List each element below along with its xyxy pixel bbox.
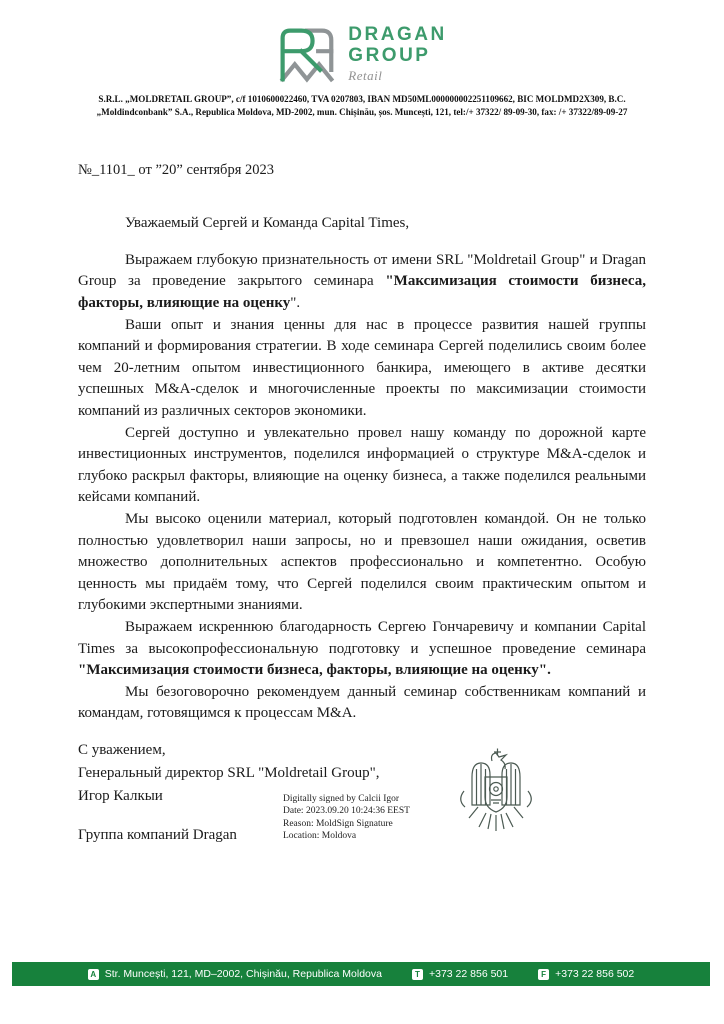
company-requisites-line2: „Moldindconbank” S.A., Republica Moldova, MD-2002, mun. Chișinău, șos. Muncești, 121, tel:/+ 37322/ 89-09-30, fax: /+ 37322/89-09-27: [96, 107, 628, 118]
company-requisites-line1: S.R.L. „MOLDRETAIL GROUP”, c/f 1010600022460, TVA 0207803, IBAN MD50ML000000002251109662, BIC MOLDMD2X309, B.C.: [98, 93, 626, 104]
digital-signature-note: [283, 793, 410, 842]
footer-fax-text: +373 22 856 502: [555, 968, 635, 980]
closing-company-line: Группа компаний Dragan: [78, 826, 237, 843]
fax-icon: F: [538, 969, 549, 980]
location-icon: A: [88, 969, 99, 980]
paragraph: [78, 423, 646, 509]
digital-signature-line: Reason: MoldSign Signature: [283, 818, 393, 829]
footer-address: [88, 968, 382, 980]
moldova-coat-of-arms-icon: [450, 745, 542, 853]
paragraph: [78, 250, 646, 315]
closing-block: [78, 739, 646, 869]
footer-address-text: Str. Muncești, 121, MD–2002, Chișinău, Republica Moldova: [104, 968, 382, 980]
paragraph-run: ".: [290, 295, 301, 311]
dragan-group-monogram-icon: [277, 25, 335, 83]
salutation: Уважаемый Сергей и Команда Capital Times,: [125, 214, 410, 231]
logo-name-line2: GROUP: [348, 45, 431, 67]
paragraph-run: Сергей доступно и увлекательно провел нашу команду по дорожной карте инвестиционных инструментов, поделился информацией о структуре M&A-сделок и глубоко раскрыл факторы, влияющие на оценку бизнеса, а также поделился реальными кейсами компаний.: [78, 424, 646, 506]
closing-regards: С уважением,: [78, 741, 166, 758]
paragraph-run: Выражаем искреннюю благодарность Сергею Гончаревичу и компании Capital Times за высокопрофессиональную подготовку и успешное проведение семинара: [78, 618, 646, 657]
logo-text: [348, 24, 446, 84]
paragraph-run: Ваши опыт и знания ценны для нас в процессе развития нашей группы компаний и формирования стратегии. В ходе семинара Сергей поделились своим более чем 20-летним опытом инвестиционного банкира, имеющего в активе десятки успешных M&A-сделок и многочисленные проекты по максимизации стоимости компаний из различных секторов экономики.: [78, 316, 646, 419]
logo-name-line1: DRAGAN: [348, 24, 447, 45]
footer-phone-text: +373 22 856 501: [428, 968, 509, 980]
paragraph-run: "Максимизация стоимости бизнеса, факторы, влияющие на оценку".: [78, 662, 551, 679]
paragraph-run: Мы безоговорочно рекомендуем данный семинар собственникам компаний и командам, готовящимся к процессам M&A.: [78, 683, 646, 722]
paragraph: [78, 617, 646, 682]
phone-icon: T: [412, 969, 423, 980]
company-requisites: [0, 93, 724, 120]
paragraph-run: "Максимизация стоимости бизнеса, факторы, влияющие на оценку: [78, 273, 647, 311]
paragraph-run: Мы высоко оценили материал, который подготовлен командой. Он не только полностью удовлетворил наши запросы, но и превзошел наши ожидания, осветив множество дополнительных аспектов профессионально и компетентно. Особую ценность мы придаём тому, что Сергей поделился своим практическим опытом и глубокими экспертными знаниями.: [78, 510, 646, 614]
closing-signer-name: Игор Калкыи: [78, 787, 163, 804]
reference-number-line: №_1101_ от ”20” сентября 2023: [78, 161, 274, 178]
paragraph: [78, 315, 646, 423]
paragraphs: [78, 250, 646, 725]
footer-bar: [12, 962, 710, 986]
paragraph-run: Выражаем глубокую признательность от имени SRL "Moldretail Group" и Dragan Group за проведение закрытого семинара: [78, 251, 646, 290]
logo: [0, 0, 724, 84]
paragraph: [78, 682, 646, 725]
closing-director-line: Генеральный директор SRL "Moldretail Group",: [78, 764, 380, 781]
digital-signature-line: Date: 2023.09.20 10:24:36 EEST: [283, 806, 410, 817]
footer-fax: [538, 968, 634, 980]
footer-phone: [412, 968, 508, 980]
logo-tagline: Retail: [348, 67, 383, 83]
paragraph: [78, 509, 646, 617]
digital-signature-line: Digitally signed by Calcii Igor: [283, 793, 400, 804]
digital-signature-line: Location: Moldova: [283, 830, 357, 841]
